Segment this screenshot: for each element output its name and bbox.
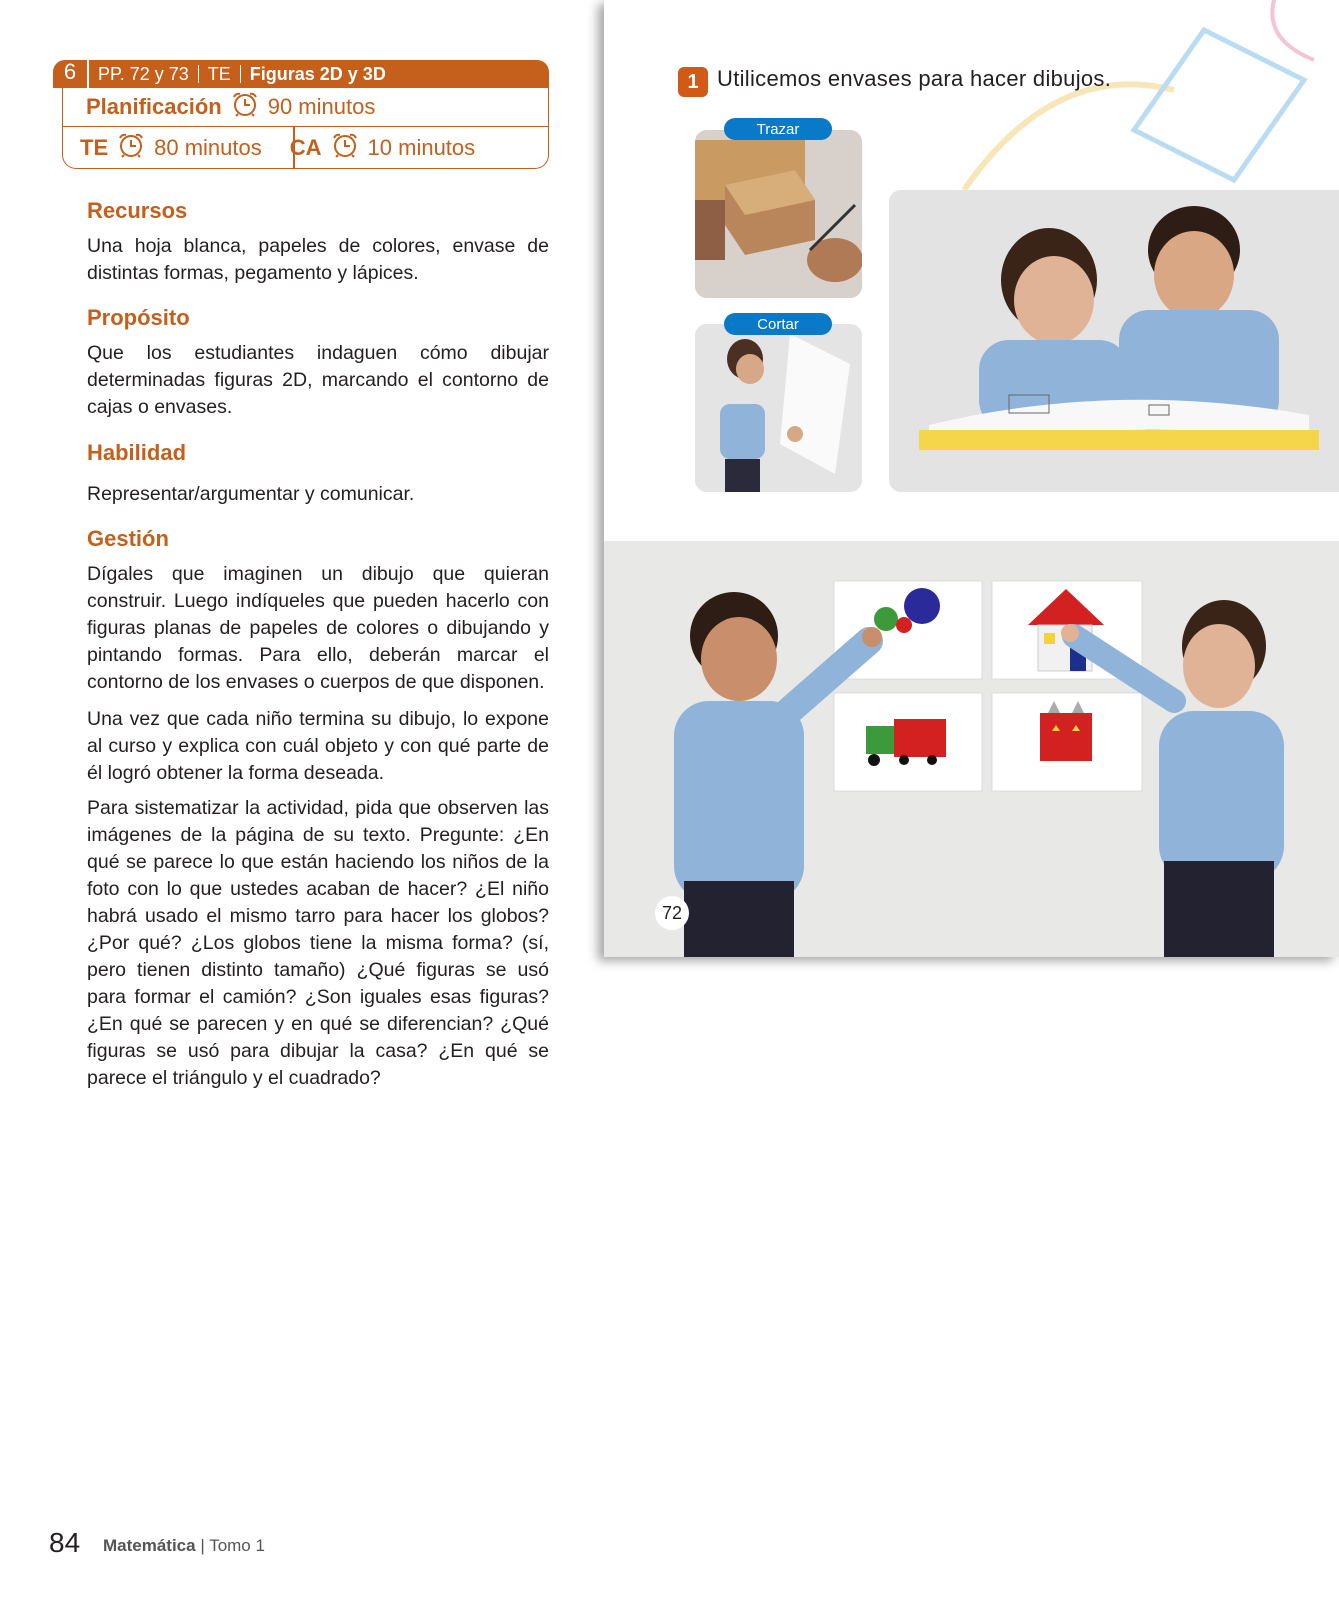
section-title-habilidad: Habilidad [87, 440, 187, 465]
activity-instruction: Utilicemos envases para hacer dibujos. [717, 66, 1112, 91]
planning-label: Planificación [86, 94, 222, 119]
planning-time: 90 minutos [267, 94, 376, 119]
section-title-gestion: Gestión [87, 526, 169, 551]
lesson-number: 6 [53, 56, 89, 88]
photo-children-with-drawings [604, 541, 1339, 957]
alarm-clock-icon [330, 132, 360, 164]
section-text-recursos: Una hoja blanca, papeles de colores, envase de distintas formas, pegamento y lápices. [87, 235, 549, 284]
ca-time: 10 minutos [367, 135, 476, 160]
time-split-row [62, 128, 549, 168]
section-text-gestion-3: Para sistematizar la actividad, pida que observen las imágenes de la página de su texto. Pregunte: ¿En qué se parece lo que están haciendo los niños de la foto con lo que ustedes acaban de hacer? ¿El niño habrá usado el mismo tarro para hacer los globos? ¿Por qué? ¿Los globos tiene la misma forma? (sí, pero tienen distinto tamaño) ¿Qué figuras se usó para formar el camión? ¿Son iguales esas figuras? ¿En qué se parecen y en qué se diferencian? ¿Qué figuras se usó para dibujar la casa? ¿En qué se parece el triángulo y el cuadrado? [87, 797, 549, 1089]
te-label: TE [80, 135, 109, 160]
lesson-pages: PP. 72 y 73 [98, 63, 189, 84]
te-time: 80 minutos [154, 135, 262, 160]
lesson-topic: Figuras 2D y 3D [249, 63, 386, 84]
lesson-header-bar [53, 60, 549, 88]
alarm-clock-icon [116, 132, 146, 164]
decorative-shapes [934, 0, 1339, 200]
footer-volume: Tomo 1 [209, 1536, 265, 1555]
photo-cutting [695, 324, 862, 492]
footer-page-number: 84 [49, 1527, 81, 1558]
section-text-habilidad: Representar/argumentar y comunicar. [87, 483, 415, 505]
activity-number-badge: 1 [678, 67, 708, 97]
section-text-gestion-2: Una vez que cada niño termina su dibujo, lo expone al curso y explica con cuál objeto y con qué parte de él logró obtener la forma deseada. [87, 708, 549, 784]
alarm-clock-icon [230, 91, 260, 123]
planning-row [62, 88, 549, 127]
label-cortar: Cortar [724, 313, 832, 335]
section-title-recursos: Recursos [87, 198, 188, 223]
label-trazar: Trazar [724, 118, 832, 140]
photo-children-drawing [889, 190, 1339, 492]
section-title-proposito: Propósito [87, 305, 190, 330]
section-text-gestion-1: Dígales que imaginen un dibujo que quieran construir. Luego indíqueles que pueden hacerlo con figuras planas de papeles de colores o dibujando y pintando formas. Para ello, deberán marcar el contorno de los envases o cuerpos de que disponen. [87, 563, 549, 693]
ca-label: CA [289, 135, 322, 160]
student-page-number: 72 [655, 896, 689, 930]
photo-tracing-box [695, 130, 862, 298]
footer-subject: Matemática [103, 1536, 196, 1555]
lesson-book: TE [207, 63, 231, 84]
section-text-proposito: Que los estudiantes indaguen cómo dibujar determinadas figuras 2D, marcando el contorno de cajas o envases. [87, 342, 549, 418]
footer-book-info [103, 1536, 265, 1556]
footer-separator: | [200, 1536, 205, 1555]
